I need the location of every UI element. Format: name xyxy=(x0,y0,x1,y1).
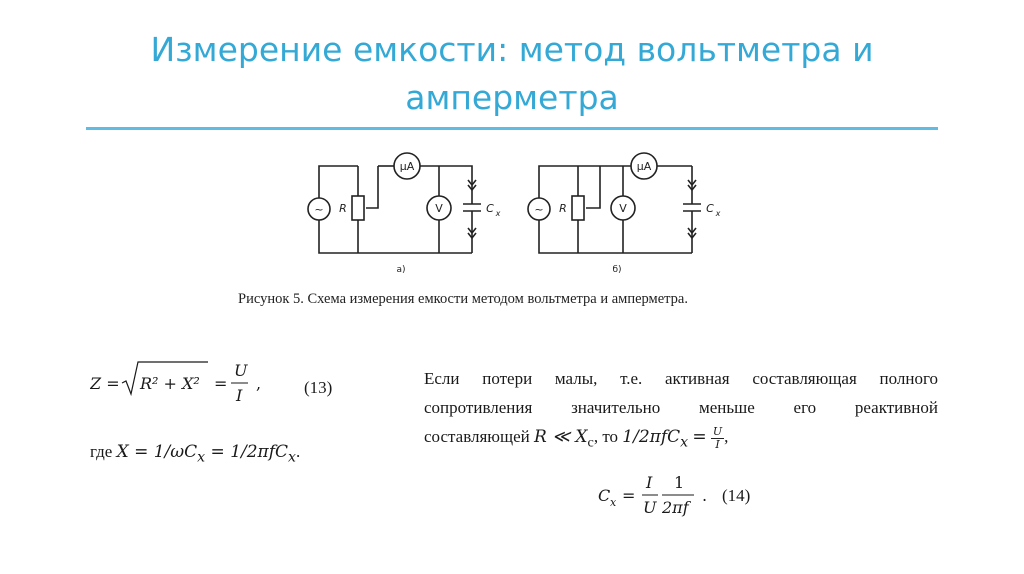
para-line-3 xyxy=(424,422,938,457)
capacitor-sub-a: x xyxy=(495,209,501,218)
equation-number-14: (14) xyxy=(722,486,751,505)
formula14-den2: 2πf xyxy=(662,498,689,517)
source-symbol-b: ~ xyxy=(534,203,544,216)
para-line3-frac xyxy=(711,426,724,450)
formula13-lhs: Z = xyxy=(90,374,120,393)
formula14-dot: . xyxy=(702,486,708,505)
circuit-diagrams xyxy=(296,148,736,288)
formula14-num1: I xyxy=(646,473,653,492)
para-line-1: Если потери малы, т.е. активная составляющая полного xyxy=(424,369,938,388)
formula14-den1: U xyxy=(643,498,657,517)
para-line3-mid: , то xyxy=(593,427,619,446)
label-a: a) xyxy=(396,265,406,275)
para-line3-eq: = xyxy=(692,427,707,447)
para-frac-num: U xyxy=(712,425,723,439)
formula13-equals: = xyxy=(214,374,228,393)
formula14-eq: = xyxy=(622,486,636,505)
formula13-den: I xyxy=(236,386,243,405)
source-symbol-a: ~ xyxy=(314,203,324,216)
formula13-num: U xyxy=(234,361,248,380)
para-line3-prefix: составляющей xyxy=(424,427,530,446)
formula13-radicand: R² + X² xyxy=(140,374,200,393)
formula13-comma: , xyxy=(256,374,262,393)
title-underline xyxy=(86,127,938,130)
slide-title xyxy=(60,26,964,122)
formula14-lhs: C xyxy=(598,486,611,505)
where-line xyxy=(90,442,300,465)
voltmeter-label-a: V xyxy=(435,202,443,215)
where-expr2: = 1/2πfC xyxy=(205,442,289,462)
para-line3-math1: R ≪ X xyxy=(534,427,588,447)
para-line3-end: , xyxy=(724,427,729,446)
resistor-label-b: R xyxy=(559,202,567,215)
figure-caption: Рисунок 5. Схема измерения емкости методом вольтметра и амперметра. xyxy=(238,291,688,307)
capacitor-label-b: C xyxy=(706,202,714,215)
title-line-1: Измерение емкости: метод вольтметра и xyxy=(150,30,874,69)
where-dot: . xyxy=(296,442,301,461)
voltmeter-label-b: V xyxy=(619,202,627,215)
where-text: где xyxy=(90,442,113,461)
para-line3-math2: 1/2πfC xyxy=(622,427,681,447)
equation-number-13: (13) xyxy=(304,378,333,397)
formula14-num2: 1 xyxy=(674,473,685,492)
where-expr: X = 1/ωC xyxy=(116,442,198,462)
where-sub1: x xyxy=(197,449,206,466)
ammeter-label-b: μA xyxy=(636,160,652,173)
label-b: б) xyxy=(612,265,622,275)
capacitor-sub-b: x xyxy=(715,209,721,218)
formula14-lhs-sub: x xyxy=(610,496,617,509)
where-sub2: x xyxy=(288,449,297,466)
formula-14 xyxy=(598,470,808,520)
explanation-paragraph xyxy=(424,364,938,457)
ammeter-label-a: μA xyxy=(399,160,415,173)
para-frac-den: I xyxy=(715,437,720,451)
capacitor-label-a: C xyxy=(486,202,494,215)
para-line3-sub: с xyxy=(587,434,594,451)
title-line-2: амперметра xyxy=(405,78,619,117)
para-line-2: сопротивления значительно меньше его реактивной xyxy=(424,398,938,417)
para-line3-sub2: x xyxy=(680,434,689,451)
resistor-label-a: R xyxy=(339,202,347,215)
